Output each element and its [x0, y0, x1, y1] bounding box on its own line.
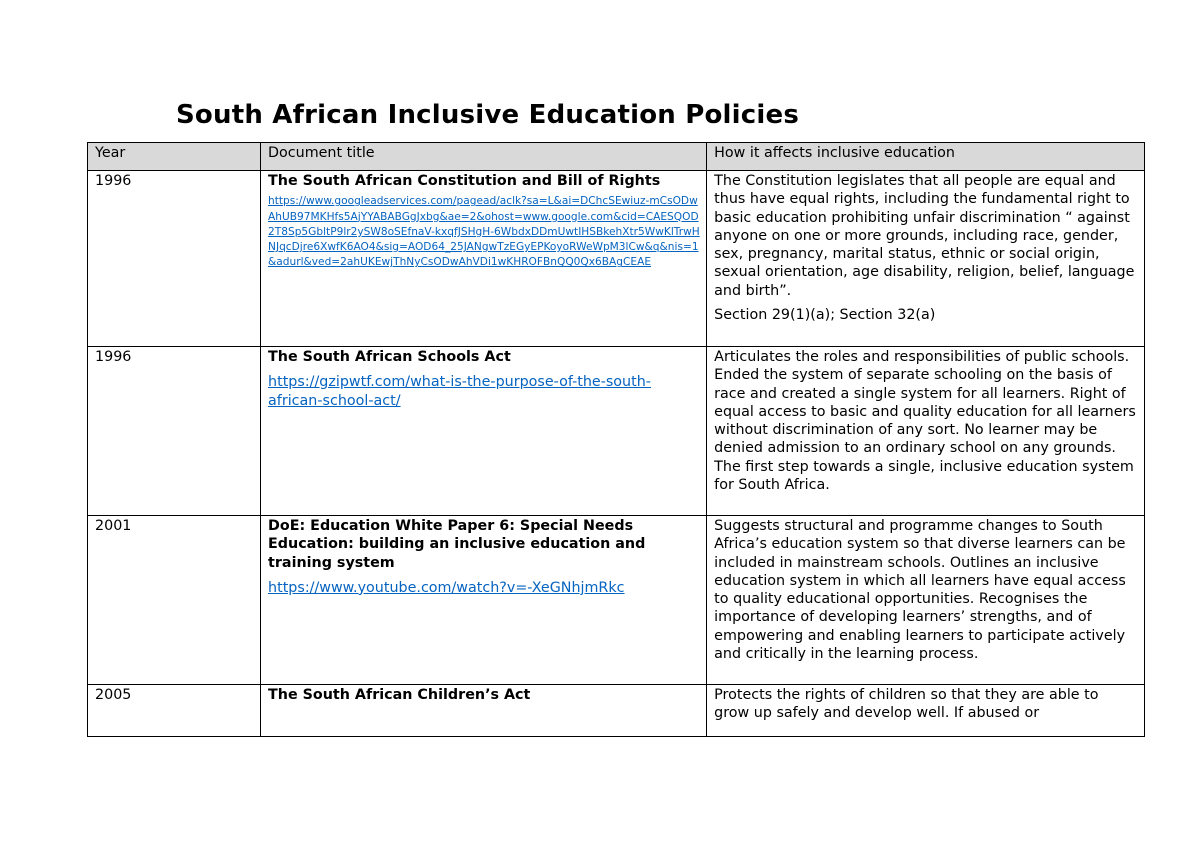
effect-text: Protects the rights of children so that they are able to grow up safely and develop well. If abused or: [714, 687, 1099, 722]
document-title: The South African Schools Act: [268, 349, 511, 365]
table-row: [88, 516, 1145, 685]
effect-text: Articulates the roles and responsibilities of public schools. Ended the system of separate schooling on the basis of race and created a single system for all learners. Right of equal access to basic and quality education for all learners without discrimination of any sort. No learner may be denied admission to an ordinary school on any grounds. The first step towards a single, inclusive education system for South Africa.: [714, 349, 1136, 494]
header-document-title: Document title: [261, 143, 707, 171]
title-cell: [261, 347, 707, 516]
table-row: [88, 685, 1145, 737]
title-cell: [261, 171, 707, 347]
effect-cell: [707, 171, 1145, 347]
effect-cell: [707, 516, 1145, 685]
year-cell: 2005: [88, 685, 261, 737]
header-effect: How it affects inclusive education: [707, 143, 1145, 171]
effect-text: The Constitution legislates that all people are equal and thus have equal rights, including the fundamental right to basic education prohibiting unfair discrimination “ against anyone on one or more grounds, including race, gender, sex, pregnancy, marital status, ethnic or social origin, sexual orientation, age disability, religion, belief, language and birth”.: [714, 173, 1135, 299]
page-title: South African Inclusive Education Policies: [176, 100, 799, 130]
title-cell: [261, 685, 707, 737]
table-row: [88, 347, 1145, 516]
document-title: The South African Constitution and Bill of Rights: [268, 173, 661, 189]
document-link[interactable]: https://www.googleadservices.com/pagead/aclk?sa=L&ai=DChcSEwiuz-mCsODwAhUB97MKHfs5AjYYABABGgJxbg&ae=2&ohost=www.google.com&cid=CAESQOD2T8Sp5GbltP9lr2ySW8oSEfnaV-kxqfJSHgH-6WbdxDDmUwtIHSBkehXtr5WwKlTrwHNJqcDjre6XwfK6AO4&sig=AOD64_25JANgwTzEGyEPKoyoRWeWpM3lCw&q&nis=1&adurl&ved=2ahUKEwjThNyCsODwAhVDi1wKHROFBnQQ0Qx6BAgCEAE: [268, 195, 700, 269]
effect-cell: [707, 685, 1145, 737]
effect-text: Suggests structural and programme changes to South Africa’s education system so that diverse learners can be included in mainstream schools. Outlines an inclusive education system in which all learners have equal access to quality educational opportunities. Recognises the importance of developing learners’ strengths, and of empowering and enabling learners to participate actively and critically in the learning process.: [714, 518, 1126, 663]
year-cell: 2001: [88, 516, 261, 685]
year-cell: 1996: [88, 347, 261, 516]
header-year: Year: [88, 143, 261, 171]
effect-sections: Section 29(1)(a); Section 32(a): [714, 307, 936, 324]
document-link[interactable]: https://www.youtube.com/watch?v=-XeGNhjmRkc: [268, 579, 625, 596]
effect-cell: [707, 347, 1145, 516]
title-cell: [261, 516, 707, 685]
table-header-row: [88, 143, 1145, 171]
document-link[interactable]: https://gzipwtf.com/what-is-the-purpose-of-the-south-african-school-act/: [268, 374, 651, 409]
policy-table: [87, 142, 1145, 737]
document-title: The South African Children’s Act: [268, 687, 531, 703]
table-row: [88, 171, 1145, 347]
year-cell: 1996: [88, 171, 261, 347]
document-title: DoE: Education White Paper 6: Special Needs Education: building an inclusive education and training system: [268, 518, 646, 571]
